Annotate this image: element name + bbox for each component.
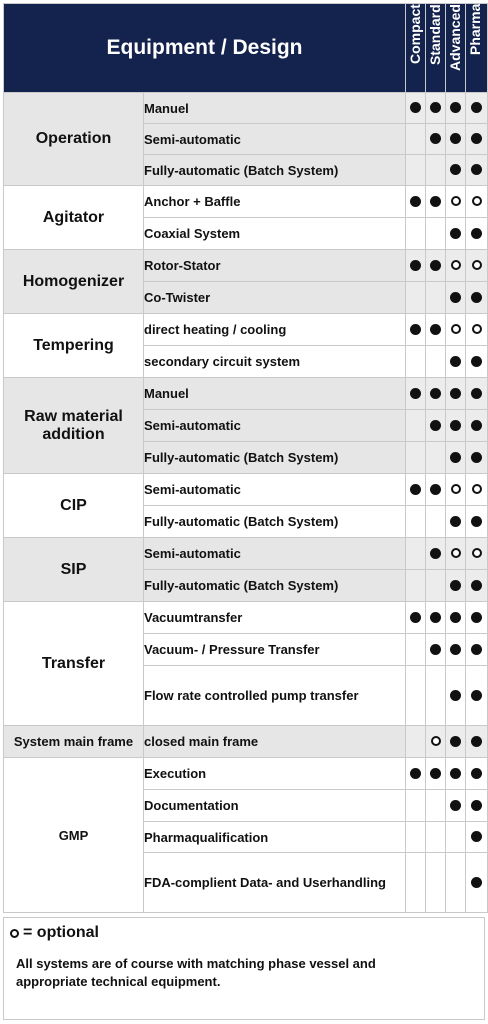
group-label: GMP — [4, 758, 144, 913]
table-row — [4, 378, 488, 410]
included-dot-icon — [471, 580, 482, 591]
included-dot-icon — [471, 800, 482, 811]
optional-ring-icon — [451, 196, 461, 206]
included-dot-icon — [450, 388, 461, 399]
mark-cell-standard — [426, 726, 446, 758]
table-body — [4, 93, 488, 913]
optional-ring-icon — [472, 260, 482, 270]
mark-cell-compact — [406, 314, 426, 346]
included-dot-icon — [430, 548, 441, 559]
included-dot-icon — [471, 612, 482, 623]
mark-cell-compact — [406, 538, 426, 570]
group-label: Transfer — [4, 602, 144, 726]
mark-cell-standard — [426, 790, 446, 822]
included-dot-icon — [410, 324, 421, 335]
option-label: Co-Twister — [144, 282, 406, 314]
group-label: Tempering — [4, 314, 144, 378]
mark-cell-standard — [426, 853, 446, 913]
mark-cell-pharma — [466, 570, 488, 602]
mark-cell-pharma — [466, 378, 488, 410]
mark-cell-advanced — [446, 93, 466, 124]
included-dot-icon — [410, 768, 421, 779]
included-dot-icon — [410, 102, 421, 113]
included-dot-icon — [430, 260, 441, 271]
mark-cell-compact — [406, 282, 426, 314]
mark-cell-advanced — [446, 250, 466, 282]
table-row — [4, 726, 488, 758]
included-dot-icon — [450, 690, 461, 701]
mark-cell-advanced — [446, 634, 466, 666]
mark-cell-standard — [426, 93, 446, 124]
mark-cell-advanced — [446, 124, 466, 155]
mark-cell-standard — [426, 666, 446, 726]
optional-ring-icon — [431, 736, 441, 746]
mark-cell-pharma — [466, 474, 488, 506]
included-dot-icon — [450, 644, 461, 655]
mark-cell-compact — [406, 822, 426, 853]
footnote: All systems are of course with matching phase vessel and appropriate technical equipment. — [16, 956, 376, 989]
included-dot-icon — [471, 644, 482, 655]
included-dot-icon — [471, 690, 482, 701]
mark-cell-advanced — [446, 155, 466, 186]
header-row — [4, 4, 488, 93]
mark-cell-pharma — [466, 790, 488, 822]
mark-cell-advanced — [446, 822, 466, 853]
mark-cell-advanced — [446, 602, 466, 634]
column-head-pharma: Pharma — [466, 4, 488, 93]
option-label: Execution — [144, 758, 406, 790]
option-label: Flow rate controlled pump transfer — [144, 666, 406, 726]
group-label: Agitator — [4, 186, 144, 250]
included-dot-icon — [471, 452, 482, 463]
optional-legend — [10, 924, 99, 942]
included-dot-icon — [450, 452, 461, 463]
mark-cell-advanced — [446, 378, 466, 410]
option-label: Manuel — [144, 378, 406, 410]
mark-cell-compact — [406, 726, 426, 758]
group-label: Operation — [4, 93, 144, 186]
mark-cell-pharma — [466, 93, 488, 124]
mark-cell-compact — [406, 758, 426, 790]
column-head-standard: Standard — [426, 4, 446, 93]
mark-cell-compact — [406, 250, 426, 282]
optional-ring-icon — [472, 196, 482, 206]
optional-ring-icon — [451, 324, 461, 334]
included-dot-icon — [430, 324, 441, 335]
mark-cell-advanced — [446, 410, 466, 442]
optional-ring-icon — [472, 324, 482, 334]
mark-cell-compact — [406, 410, 426, 442]
included-dot-icon — [410, 484, 421, 495]
included-dot-icon — [450, 228, 461, 239]
mark-cell-compact — [406, 378, 426, 410]
optional-ring-icon — [451, 260, 461, 270]
legend-box — [3, 917, 485, 1020]
mark-cell-standard — [426, 570, 446, 602]
included-dot-icon — [450, 768, 461, 779]
mark-cell-standard — [426, 250, 446, 282]
option-label: Coaxial System — [144, 218, 406, 250]
option-label: Semi-automatic — [144, 124, 406, 155]
optional-legend-label: = optional — [23, 924, 99, 941]
mark-cell-advanced — [446, 282, 466, 314]
option-label: Vacuumtransfer — [144, 602, 406, 634]
mark-cell-standard — [426, 378, 446, 410]
table-row — [4, 538, 488, 570]
included-dot-icon — [430, 133, 441, 144]
included-dot-icon — [471, 292, 482, 303]
mark-cell-pharma — [466, 602, 488, 634]
mark-cell-compact — [406, 346, 426, 378]
included-dot-icon — [430, 102, 441, 113]
mark-cell-pharma — [466, 758, 488, 790]
table-row — [4, 250, 488, 282]
option-label: Anchor + Baffle — [144, 186, 406, 218]
included-dot-icon — [450, 102, 461, 113]
included-dot-icon — [471, 768, 482, 779]
mark-cell-pharma — [466, 410, 488, 442]
included-dot-icon — [450, 736, 461, 747]
option-label: Documentation — [144, 790, 406, 822]
included-dot-icon — [410, 196, 421, 207]
mark-cell-compact — [406, 442, 426, 474]
mark-cell-pharma — [466, 666, 488, 726]
mark-cell-advanced — [446, 726, 466, 758]
mark-cell-compact — [406, 93, 426, 124]
table-row — [4, 314, 488, 346]
option-label: Semi-automatic — [144, 538, 406, 570]
option-label: Rotor-Stator — [144, 250, 406, 282]
mark-cell-compact — [406, 218, 426, 250]
mark-cell-standard — [426, 474, 446, 506]
included-dot-icon — [471, 516, 482, 527]
included-dot-icon — [450, 420, 461, 431]
mark-cell-pharma — [466, 634, 488, 666]
included-dot-icon — [430, 768, 441, 779]
mark-cell-compact — [406, 790, 426, 822]
mark-cell-pharma — [466, 250, 488, 282]
option-label: Fully-automatic (Batch System) — [144, 155, 406, 186]
mark-cell-standard — [426, 822, 446, 853]
included-dot-icon — [471, 133, 482, 144]
mark-cell-pharma — [466, 346, 488, 378]
mark-cell-pharma — [466, 726, 488, 758]
included-dot-icon — [430, 484, 441, 495]
mark-cell-compact — [406, 186, 426, 218]
mark-cell-compact — [406, 853, 426, 913]
included-dot-icon — [450, 580, 461, 591]
group-label: CIP — [4, 474, 144, 538]
mark-cell-advanced — [446, 506, 466, 538]
included-dot-icon — [471, 877, 482, 888]
option-label: direct heating / cooling — [144, 314, 406, 346]
column-head-compact: Compact — [406, 4, 426, 93]
mark-cell-standard — [426, 314, 446, 346]
included-dot-icon — [471, 102, 482, 113]
included-dot-icon — [450, 292, 461, 303]
mark-cell-standard — [426, 410, 446, 442]
included-dot-icon — [471, 164, 482, 175]
option-label: Vacuum- / Pressure Transfer — [144, 634, 406, 666]
mark-cell-standard — [426, 124, 446, 155]
included-dot-icon — [450, 133, 461, 144]
included-dot-icon — [471, 420, 482, 431]
mark-cell-standard — [426, 155, 446, 186]
column-head-advanced: Advanced — [446, 4, 466, 93]
option-label: Fully-automatic (Batch System) — [144, 506, 406, 538]
mark-cell-standard — [426, 602, 446, 634]
group-label: Raw material addition — [4, 378, 144, 474]
mark-cell-advanced — [446, 218, 466, 250]
group-label: SIP — [4, 538, 144, 602]
included-dot-icon — [410, 388, 421, 399]
mark-cell-pharma — [466, 218, 488, 250]
included-dot-icon — [430, 196, 441, 207]
mark-cell-compact — [406, 474, 426, 506]
option-label: FDA-complient Data- and Userhandling — [144, 853, 406, 913]
included-dot-icon — [430, 612, 441, 623]
option-label: closed main frame — [144, 726, 406, 758]
mark-cell-pharma — [466, 282, 488, 314]
mark-cell-compact — [406, 666, 426, 726]
mark-cell-pharma — [466, 853, 488, 913]
mark-cell-advanced — [446, 346, 466, 378]
mark-cell-pharma — [466, 155, 488, 186]
included-dot-icon — [471, 388, 482, 399]
mark-cell-advanced — [446, 538, 466, 570]
mark-cell-pharma — [466, 314, 488, 346]
mark-cell-standard — [426, 186, 446, 218]
mark-cell-standard — [426, 346, 446, 378]
included-dot-icon — [450, 356, 461, 367]
mark-cell-standard — [426, 282, 446, 314]
included-dot-icon — [410, 612, 421, 623]
mark-cell-advanced — [446, 790, 466, 822]
table-row — [4, 602, 488, 634]
option-label: Manuel — [144, 93, 406, 124]
included-dot-icon — [471, 356, 482, 367]
equipment-table — [3, 3, 488, 913]
included-dot-icon — [430, 644, 441, 655]
option-label: Fully-automatic (Batch System) — [144, 442, 406, 474]
mark-cell-compact — [406, 570, 426, 602]
mark-cell-standard — [426, 758, 446, 790]
mark-cell-standard — [426, 218, 446, 250]
table-row — [4, 93, 488, 124]
table-row — [4, 758, 488, 790]
option-label: secondary circuit system — [144, 346, 406, 378]
included-dot-icon — [450, 800, 461, 811]
mark-cell-advanced — [446, 758, 466, 790]
mark-cell-standard — [426, 634, 446, 666]
mark-cell-compact — [406, 124, 426, 155]
table-row — [4, 186, 488, 218]
optional-ring-icon — [472, 548, 482, 558]
mark-cell-advanced — [446, 314, 466, 346]
optional-ring-icon — [451, 484, 461, 494]
mark-cell-compact — [406, 602, 426, 634]
included-dot-icon — [430, 420, 441, 431]
included-dot-icon — [471, 228, 482, 239]
option-label: Semi-automatic — [144, 474, 406, 506]
group-label: System main frame — [4, 726, 144, 758]
table-row — [4, 474, 488, 506]
mark-cell-standard — [426, 442, 446, 474]
mark-cell-pharma — [466, 124, 488, 155]
mark-cell-pharma — [466, 822, 488, 853]
option-label: Semi-automatic — [144, 410, 406, 442]
included-dot-icon — [450, 164, 461, 175]
mark-cell-advanced — [446, 442, 466, 474]
mark-cell-standard — [426, 538, 446, 570]
mark-cell-pharma — [466, 506, 488, 538]
mark-cell-advanced — [446, 666, 466, 726]
group-label: Homogenizer — [4, 250, 144, 314]
mark-cell-advanced — [446, 570, 466, 602]
included-dot-icon — [410, 260, 421, 271]
option-label: Fully-automatic (Batch System) — [144, 570, 406, 602]
mark-cell-pharma — [466, 538, 488, 570]
included-dot-icon — [450, 516, 461, 527]
optional-marker-icon — [10, 929, 19, 938]
included-dot-icon — [450, 612, 461, 623]
mark-cell-compact — [406, 506, 426, 538]
table-title: Equipment / Design — [4, 4, 406, 93]
mark-cell-advanced — [446, 474, 466, 506]
optional-ring-icon — [451, 548, 461, 558]
included-dot-icon — [471, 736, 482, 747]
mark-cell-compact — [406, 634, 426, 666]
mark-cell-advanced — [446, 853, 466, 913]
mark-cell-advanced — [446, 186, 466, 218]
mark-cell-compact — [406, 155, 426, 186]
optional-ring-icon — [472, 484, 482, 494]
included-dot-icon — [430, 388, 441, 399]
mark-cell-pharma — [466, 186, 488, 218]
mark-cell-standard — [426, 506, 446, 538]
mark-cell-pharma — [466, 442, 488, 474]
included-dot-icon — [471, 831, 482, 842]
option-label: Pharmaqualification — [144, 822, 406, 853]
